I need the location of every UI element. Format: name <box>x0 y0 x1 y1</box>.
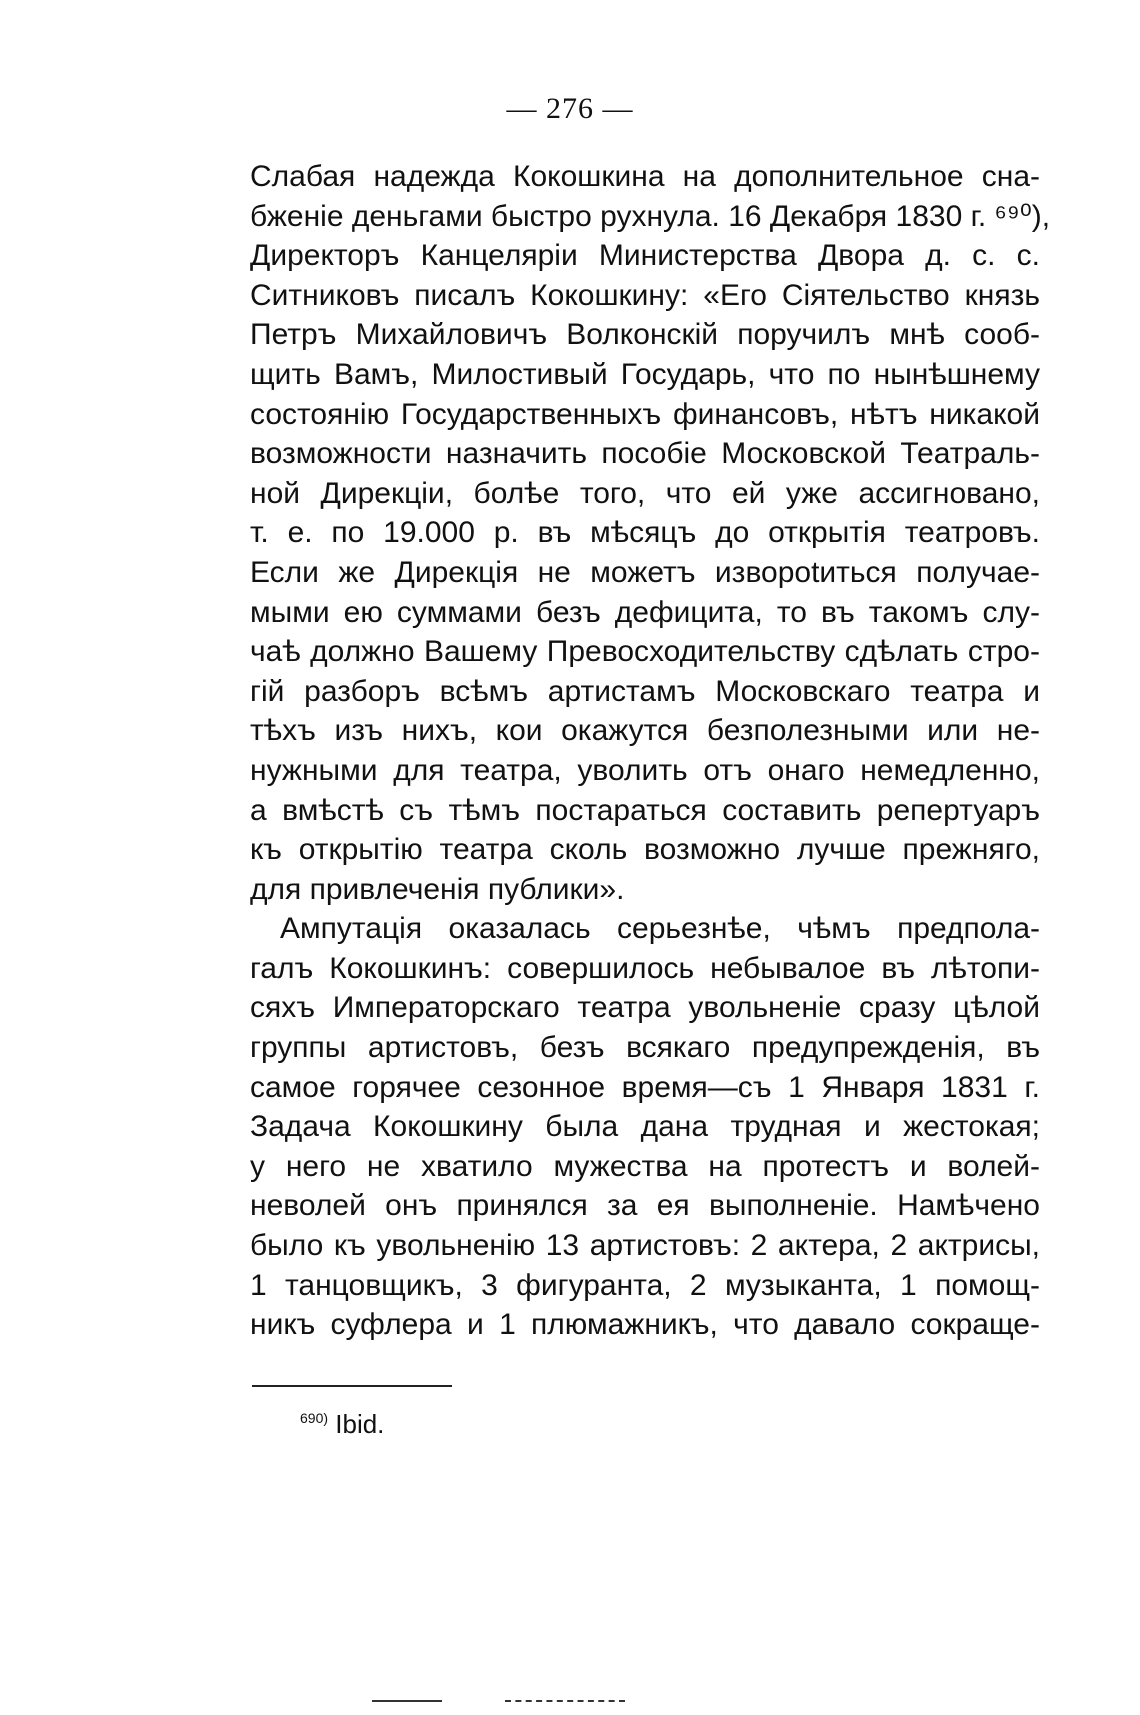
text-line: Директоръ Канцеляріи Министерства Двора д. с. с. <box>250 239 1040 273</box>
text-line: никъ суфлера и 1 плюмажникъ, что давало сокраще- <box>250 1308 1040 1342</box>
body-text <box>250 157 1051 1345</box>
text-line: т. е. по 19.000 р. въ мѣсяцъ до открытія театровъ. <box>250 516 1040 550</box>
text-line: состоянію Государственныхъ финансовъ, нѣтъ никакой <box>250 397 1040 431</box>
text-line: а вмѣстѣ съ тѣмъ постараться составить репертуаръ <box>250 793 1040 827</box>
text-line: мыми ею суммами безъ дефицита, то въ такомъ слу- <box>250 595 1040 629</box>
text-line: щить Вамъ, Милостивый Государь, что по нынѣшнему <box>250 357 1040 391</box>
text-line: самое горячее сезонное время—съ 1 Января 1831 г. <box>250 1070 1040 1104</box>
footnote-marker: 690) <box>300 1410 329 1426</box>
text-line: Ампутація оказалась серьезнѣе, чѣмъ предпола- <box>280 912 1040 946</box>
text-line: ной Дирекціи, болѣе того, что ей уже ассигновано, <box>250 476 1040 510</box>
footnote-text: Ibid. <box>335 1409 385 1439</box>
text-line: чаѣ должно Вашему Превосходительству сдѣлать стро- <box>250 635 1040 669</box>
text-line: у него не хватило мужества на протестъ и волей- <box>250 1149 1040 1183</box>
text-line: Задача Кокошкину была дана трудная и жестокая; <box>250 1110 1040 1144</box>
page-edge-mark <box>505 1700 625 1702</box>
text-line: для привлеченія публики». <box>250 872 625 906</box>
text-line: группы артистовъ, безъ всякаго предупрежденія, въ <box>250 1031 1040 1065</box>
text-line: 1 танцовщикъ, 3 фигуранта, 2 музыканта, 1 помощ- <box>250 1268 1040 1302</box>
text-line: нужными для театра, уволить отъ онаго немедленно, <box>250 753 1040 787</box>
text-line: тѣхъ изъ нихъ, кои окажутся безполезными или не- <box>250 714 1040 748</box>
text-line: возможности назначить пособіе Московской Театраль- <box>250 437 1040 471</box>
text-line: неволей онъ принялся за ея выполненіе. Намѣчено <box>250 1189 1040 1223</box>
text-line: гій разборъ всѣмъ артистамъ Московскаго театра и <box>250 674 1040 708</box>
footnote-divider <box>252 1385 452 1387</box>
text-line: къ открытію театра сколь возможно лучше прежняго, <box>250 833 1040 867</box>
text-line: было къ увольненію 13 артистовъ: 2 актера, 2 актрисы, <box>250 1229 1040 1263</box>
text-line: сяхъ Императорскаго театра увольненіе сразу цѣлой <box>250 991 1040 1025</box>
page-number: — 276 — <box>506 92 634 125</box>
text-line: Ситниковъ писалъ Кокошкину: «Его Сіятельство князь <box>250 278 1040 312</box>
text-line: Петръ Михайловичъ Волконскій поручилъ мнѣ сооб- <box>250 318 1040 352</box>
text-line: бженіе деньгами быстро рухнула. 16 Декабря 1830 г. ⁶⁹⁰), <box>250 199 1051 233</box>
page-edge-mark <box>372 1700 442 1702</box>
text-line: Слабая надежда Кокошкина на дополнительное сна- <box>250 160 1040 193</box>
footnote <box>300 1400 384 1442</box>
text-line: галъ Кокошкинъ: совершилось небывалое въ лѣтопи- <box>250 951 1040 985</box>
text-line: Если же Дирекція не можетъ извороtиться получае- <box>250 555 1040 589</box>
